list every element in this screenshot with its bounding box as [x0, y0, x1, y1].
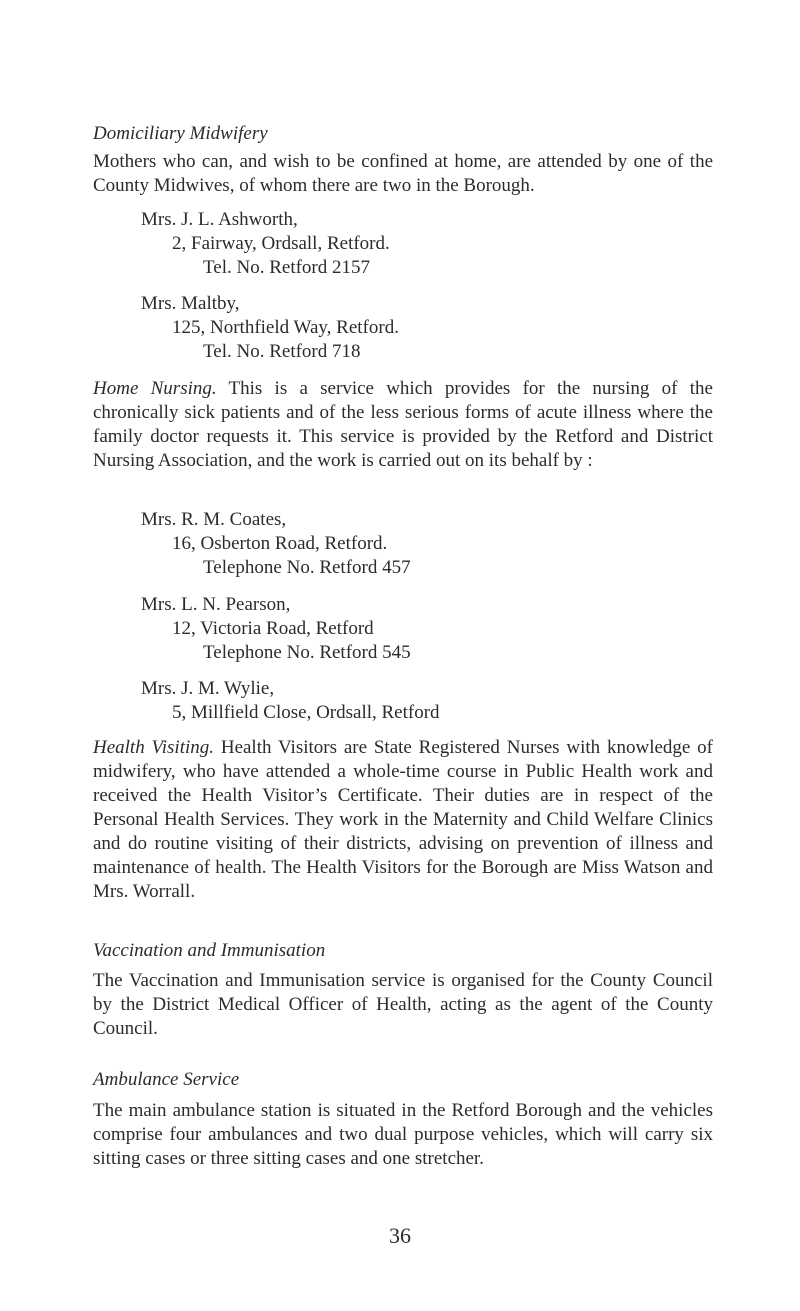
nurse-name: Mrs. J. M. Wylie, — [141, 678, 275, 699]
nurse-phone: Telephone No. Retford 457 — [203, 557, 411, 578]
paragraph-health-visiting — [93, 736, 713, 904]
midwife-street: 2, Fairway, Ordsall, Retford. — [172, 233, 390, 254]
midwife-street: 125, Northfield Way, Retford. — [172, 317, 399, 338]
paragraph-domiciliary-midwifery — [93, 150, 713, 198]
midwife-name: Mrs. Maltby, — [141, 293, 240, 314]
home-nursing-text: This is a service which provides for the nursing of the chronically sick patients and of the less serious forms of acute illness where the family doctor requests it. This service is provided by the Retford and District Nursing Association, and the work is carried out on its behalf by : — [93, 378, 713, 471]
paragraph-vaccination — [93, 969, 713, 1041]
page-number: 36 — [389, 1223, 411, 1248]
nurse-name: Mrs. L. N. Pearson, — [141, 594, 291, 615]
nurse-street: 12, Victoria Road, Retford — [172, 618, 374, 639]
vaccination-text: The Vaccination and Immunisation service is organised for the County Council by the District Medical Officer of Health, acting as the agent of the County Council. — [93, 970, 713, 1039]
nurse-address-3 — [93, 677, 713, 725]
paragraph-ambulance — [93, 1099, 713, 1171]
domiciliary-text: Mothers who can, and wish to be confined at home, are attended by one of the County Midwives, of whom there are two in the Borough. — [93, 151, 713, 196]
home-nursing-lead: Home Nursing. — [93, 378, 217, 399]
nurse-address-2 — [93, 593, 713, 665]
health-visiting-lead: Health Visiting. — [93, 737, 214, 758]
nurse-street: 5, Millfield Close, Ordsall, Retford — [172, 702, 440, 723]
nurse-phone: Telephone No. Retford 545 — [203, 642, 411, 663]
midwife-name: Mrs. J. L. Ashworth, — [141, 209, 298, 230]
midwife-address-1 — [93, 208, 713, 280]
heading-domiciliary-midwifery: Domiciliary Midwifery — [93, 123, 268, 144]
midwife-address-2 — [93, 292, 713, 364]
heading-vaccination: Vaccination and Immunisation — [93, 940, 326, 961]
nurse-name: Mrs. R. M. Coates, — [141, 509, 287, 530]
midwife-phone: Tel. No. Retford 2157 — [203, 257, 371, 278]
nurse-address-1 — [93, 508, 713, 580]
paragraph-home-nursing — [93, 377, 713, 473]
heading-ambulance: Ambulance Service — [93, 1069, 240, 1090]
ambulance-text: The main ambulance station is situated in the Retford Borough and the vehicles comprise four ambulances and two dual purpose vehicles, which will carry six sitting cases or three sitting cases and one stretcher. — [93, 1100, 713, 1169]
health-visiting-text: Health Visitors are State Registered Nurses with knowledge of midwifery, who have attended a whole-time course in Public Health work and received the Health Visitor’s Certificate. Their duties are in respect of the Personal Health Services. They work in the Maternity and Child Welfare Clinics and do routine visiting of their districts, advising on prevention of illness and maintenance of health. The Health Visitors for the Borough are Miss Watson and Mrs. Worrall. — [93, 737, 714, 902]
midwife-phone: Tel. No. Retford 718 — [203, 341, 361, 362]
nurse-street: 16, Osberton Road, Retford. — [172, 533, 388, 554]
